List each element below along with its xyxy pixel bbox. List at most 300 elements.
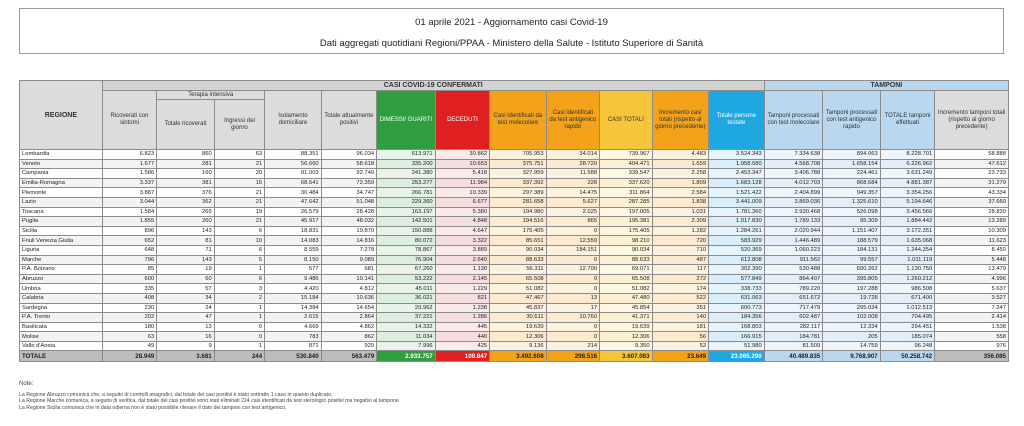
table-row	[20, 274, 1009, 284]
casi-totali-cell: 175.405	[600, 226, 652, 236]
report-header	[19, 8, 1004, 54]
header-isolamento: Isolamento domiciliare	[265, 91, 322, 150]
ricoverati-cell: 202	[102, 313, 156, 323]
tamponi-totale-cell: 704.495	[880, 313, 934, 323]
deceduti-cell: 3.889	[435, 245, 489, 255]
header-ricoverati: Ricoverati con sintomi	[102, 91, 156, 150]
region-cell: Piemonte	[20, 188, 103, 198]
incremento-casi-cell: 1.282	[652, 226, 709, 236]
table-row	[20, 245, 1009, 255]
isolamento-cell: 577	[265, 265, 322, 275]
casi-antigenico-cell: 5.627	[546, 197, 599, 207]
total-ricoverati-cell: 28.949	[102, 351, 156, 362]
table-row	[20, 197, 1009, 207]
casi-molecolare-cell: 281.658	[490, 197, 547, 207]
casi-molecolare-cell: 175.405	[490, 226, 547, 236]
casi-totali-cell: 197.005	[600, 207, 652, 217]
incremento-casi-cell: 56	[652, 332, 709, 342]
ti-ingressi-cell: 5	[214, 255, 264, 265]
incremento-tamponi-cell: 13.479	[935, 265, 1009, 275]
header-ti-totale: Totale ricoverati	[157, 100, 215, 150]
ricoverati-cell: 648	[102, 245, 156, 255]
incremento-casi-cell: 1.031	[652, 207, 709, 217]
casi-antigenico-cell: 0	[546, 284, 599, 294]
totale-positivi-cell: 96.034	[321, 150, 376, 160]
note-line: La Regione Marche comunica, a seguito di verifica, dal totale dei casi positivi sono stati eliminati 224 casi identificati da test sierologici positivi ma negativi al tampone.	[19, 398, 401, 404]
deceduti-cell: 11.984	[435, 178, 489, 188]
tamponi-molecolare-cell: 81.509	[764, 341, 823, 351]
deceduti-cell: 4.848	[435, 217, 489, 227]
tamponi-antigenico-cell: 197.288	[823, 284, 881, 294]
dimessi-cell: 150.888	[377, 226, 436, 236]
incremento-casi-cell: 522	[652, 293, 709, 303]
region-cell: Valle d'Aosta	[20, 341, 103, 351]
incremento-casi-cell: 2.584	[652, 188, 709, 198]
total-tamponi-totale-cell: 50.258.742	[880, 351, 934, 362]
tamponi-totale-cell: 1.011.119	[880, 255, 934, 265]
incremento-tamponi-cell: 976	[935, 341, 1009, 351]
deceduti-cell: 2.640	[435, 255, 489, 265]
incremento-tamponi-cell: 8.450	[935, 245, 1009, 255]
incremento-tamponi-cell: 4.996	[935, 274, 1009, 284]
incremento-casi-cell: 117	[652, 265, 709, 275]
total-ti-totale-cell: 3.681	[157, 351, 215, 362]
ti-totale-cell: 381	[157, 178, 215, 188]
casi-totali-cell: 47.480	[600, 293, 652, 303]
casi-molecolare-cell: 85.651	[490, 236, 547, 246]
casi-totali-cell: 195.381	[600, 217, 652, 227]
tamponi-antigenico-cell: 949.357	[823, 188, 881, 198]
ti-totale-cell: 24	[157, 303, 215, 313]
tamponi-totale-cell: 1.260.212	[880, 274, 934, 284]
table-row	[20, 188, 1009, 198]
tamponi-antigenico-cell: 19.728	[823, 293, 881, 303]
notes-section	[19, 381, 719, 411]
casi-antigenico-cell: 214	[546, 341, 599, 351]
casi-antigenico-cell: 34.014	[546, 150, 599, 160]
incremento-casi-cell: 2.258	[652, 169, 709, 179]
ricoverati-cell: 180	[102, 322, 156, 332]
ti-ingressi-cell: 21	[214, 188, 264, 198]
totale-positivi-cell: 681	[321, 265, 376, 275]
notes-title: Note:	[19, 381, 34, 387]
casi-totali-cell: 69.071	[600, 265, 652, 275]
casi-molecolare-cell: 194.980	[490, 207, 547, 217]
tamponi-molecolare-cell: 2.020.944	[764, 226, 823, 236]
incremento-tamponi-cell: 43.334	[935, 188, 1009, 198]
total-totale-positivi-cell: 563.479	[321, 351, 376, 362]
table-row	[20, 255, 1009, 265]
totale-positivi-cell: 19.870	[321, 226, 376, 236]
region-cell: Molise	[20, 332, 103, 342]
ricoverati-cell: 85	[102, 265, 156, 275]
isolamento-cell: 14.384	[265, 303, 322, 313]
incremento-casi-cell: 272	[652, 274, 709, 284]
incremento-casi-cell: 1.838	[652, 197, 709, 207]
ricoverati-cell: 335	[102, 284, 156, 294]
incremento-casi-cell: 720	[652, 236, 709, 246]
tamponi-totale-cell: 5.194.646	[880, 197, 934, 207]
incremento-casi-cell: 710	[652, 245, 709, 255]
ricoverati-cell: 3.887	[102, 188, 156, 198]
incremento-casi-cell: 351	[652, 303, 709, 313]
casi-antigenico-cell: 12.700	[546, 265, 599, 275]
casi-antigenico-cell: 13	[546, 293, 599, 303]
header-casi-antigenico: Casi identificati da test antigenico rapido	[546, 91, 599, 150]
dimessi-cell: 11.034	[377, 332, 436, 342]
isolamento-cell: 18.831	[265, 226, 322, 236]
ricoverati-cell: 3.337	[102, 178, 156, 188]
tamponi-totale-cell: 6.226.962	[880, 159, 934, 169]
casi-antigenico-cell: 0	[546, 274, 599, 284]
totale-positivi-cell: 929	[321, 341, 376, 351]
dimessi-cell: 142.501	[377, 217, 436, 227]
dimessi-cell: 613.971	[377, 150, 436, 160]
tamponi-antigenico-cell: 184.131	[823, 245, 881, 255]
totale-positivi-cell: 34.747	[321, 188, 376, 198]
note-line: La Regione Abruzzo comunica che, a seguito di controlli anagrafici, dal totale dei casi positivi è stato sottratto 1 caso in quanto duplicato.	[19, 391, 333, 398]
casi-molecolare-cell: 337.392	[490, 178, 547, 188]
casi-molecolare-cell: 65.508	[490, 274, 547, 284]
ti-totale-cell: 281	[157, 159, 215, 169]
isolamento-cell: 30.484	[265, 188, 322, 198]
isolamento-cell: 783	[265, 332, 322, 342]
deceduti-cell: 30.862	[435, 150, 489, 160]
casi-antigenico-cell: 228	[546, 178, 599, 188]
totale-positivi-cell: 92.749	[321, 169, 376, 179]
ti-totale-cell: 71	[157, 245, 215, 255]
group-casi-confermati: CASI COVID-19 CONFERMATI	[102, 81, 764, 91]
isolamento-cell: 9.486	[265, 274, 322, 284]
incremento-tamponi-cell: 1.538	[935, 322, 1009, 332]
region-cell: Campania	[20, 169, 103, 179]
deceduti-cell: 1.286	[435, 313, 489, 323]
casi-totali-cell: 739.967	[600, 150, 652, 160]
deceduti-cell: 5.380	[435, 207, 489, 217]
region-cell: Friuli Venezia Giulia	[20, 236, 103, 246]
tamponi-totale-cell: 1.244.354	[880, 245, 934, 255]
casi-totali-cell: 41.371	[600, 313, 652, 323]
isolamento-cell: 45.917	[265, 217, 322, 227]
incremento-tamponi-cell: 5.448	[935, 255, 1009, 265]
dimessi-cell: 335.200	[377, 159, 436, 169]
casi-totali-cell: 337.620	[600, 178, 652, 188]
dimessi-cell: 163.197	[377, 207, 436, 217]
casi-totali-cell: 9.350	[600, 341, 652, 351]
incremento-casi-cell: 181	[652, 322, 709, 332]
subgroup-terapia-intensiva: Terapia intensiva	[157, 91, 265, 100]
deceduti-cell: 5.418	[435, 169, 489, 179]
casi-molecolare-cell: 705.953	[490, 150, 547, 160]
ti-totale-cell: 362	[157, 197, 215, 207]
incremento-tamponi-cell: 7.247	[935, 303, 1009, 313]
isolamento-cell: 2.615	[265, 313, 322, 323]
tamponi-antigenico-cell: 95.309	[823, 217, 881, 227]
total-deceduti-cell: 109.847	[435, 351, 489, 362]
tamponi-antigenico-cell: 395.805	[823, 274, 881, 284]
ti-ingressi-cell: 1	[214, 341, 264, 351]
ti-totale-cell: 19	[157, 265, 215, 275]
tamponi-totale-cell: 3.631.249	[880, 169, 934, 179]
header-deceduti: DECEDUTI	[435, 91, 489, 150]
report-source: Dati aggregati quotidiani Regioni/PPAA - Ministero della Salute - Istituto Superiore di Sanità	[319, 38, 704, 49]
region-cell: P.A. Bolzano	[20, 265, 103, 275]
region-cell: Basilicata	[20, 322, 103, 332]
isolamento-cell: 56.660	[265, 159, 322, 169]
ti-totale-cell: 81	[157, 236, 215, 246]
incremento-tamponi-cell: 58.888	[935, 150, 1009, 160]
totale-positivi-cell: 58.618	[321, 159, 376, 169]
persone-testate-cell: 2.453.347	[709, 169, 765, 179]
tamponi-totale-cell: 3.354.256	[880, 188, 934, 198]
dimessi-cell: 78.867	[377, 245, 436, 255]
note-line: La Regione Sicilia comunica che in data odierna non è stato possibile rilevare il dato dei tamponi con test antigenico.	[19, 404, 287, 411]
casi-antigenico-cell: 14.475	[546, 188, 599, 198]
casi-molecolare-cell: 51.082	[490, 284, 547, 294]
ti-ingressi-cell: 21	[214, 197, 264, 207]
tamponi-totale-cell: 3.172.351	[880, 226, 934, 236]
deceduti-cell: 10.653	[435, 159, 489, 169]
casi-totali-cell: 404.471	[600, 159, 652, 169]
ti-totale-cell: 376	[157, 188, 215, 198]
incremento-tamponi-cell: 28.830	[935, 207, 1009, 217]
isolamento-cell: 8.150	[265, 255, 322, 265]
table-row	[20, 313, 1009, 323]
casi-antigenico-cell: 865	[546, 217, 599, 227]
deceduti-cell: 4.647	[435, 226, 489, 236]
header-dimessi: DIMESSI/ GUARITI	[377, 91, 436, 150]
total-incremento-casi-cell: 23.649	[652, 351, 709, 362]
table-row	[20, 303, 1009, 313]
incremento-tamponi-cell: 558	[935, 332, 1009, 342]
dimessi-cell: 266.781	[377, 188, 436, 198]
table-row	[20, 169, 1009, 179]
totale-positivi-cell: 10.636	[321, 293, 376, 303]
casi-molecolare-cell: 375.751	[490, 159, 547, 169]
tamponi-totale-cell: 1.884.442	[880, 217, 934, 227]
total-region-cell: TOTALE	[20, 351, 103, 362]
totale-positivi-cell: 14.654	[321, 303, 376, 313]
region-cell: Emilia-Romagna	[20, 178, 103, 188]
region-cell: Abruzzo	[20, 274, 103, 284]
casi-antigenico-cell: 10.760	[546, 313, 599, 323]
persone-testate-cell: 1.521.422	[709, 188, 765, 198]
ti-totale-cell: 265	[157, 207, 215, 217]
persone-testate-cell: 583.929	[709, 236, 765, 246]
casi-antigenico-cell: 2.025	[546, 207, 599, 217]
casi-totali-cell: 45.854	[600, 303, 652, 313]
tamponi-antigenico-cell: 526.098	[823, 207, 881, 217]
table-row	[20, 341, 1009, 351]
dimessi-cell: 53.222	[377, 274, 436, 284]
casi-totali-cell: 88.633	[600, 255, 652, 265]
persone-testate-cell: 1.683.128	[709, 178, 765, 188]
header-casi-totali: CASI TOTALI	[600, 91, 652, 150]
region-cell: Marche	[20, 255, 103, 265]
isolamento-cell: 8.559	[265, 245, 322, 255]
isolamento-cell: 14.083	[265, 236, 322, 246]
incremento-casi-cell: 4.483	[652, 150, 709, 160]
region-cell: Calabria	[20, 293, 103, 303]
ti-totale-cell: 143	[157, 226, 215, 236]
total-ti-ingressi-cell: 244	[214, 351, 264, 362]
incremento-casi-cell: 487	[652, 255, 709, 265]
ti-totale-cell: 34	[157, 293, 215, 303]
casi-molecolare-cell: 56.311	[490, 265, 547, 275]
incremento-tamponi-cell: 10.309	[935, 226, 1009, 236]
incremento-casi-cell: 52	[652, 341, 709, 351]
table-row	[20, 322, 1009, 332]
tamponi-molecolare-cell: 1.446.489	[764, 236, 823, 246]
tamponi-totale-cell: 1.012.513	[880, 303, 934, 313]
table-row	[20, 178, 1009, 188]
ti-totale-cell: 16	[157, 332, 215, 342]
tamponi-molecolare-cell: 4.568.708	[764, 159, 823, 169]
ricoverati-cell: 49	[102, 341, 156, 351]
casi-molecolare-cell: 88.633	[490, 255, 547, 265]
deceduti-cell: 445	[435, 322, 489, 332]
tamponi-antigenico-cell: 600.262	[823, 265, 881, 275]
incremento-tamponi-cell: 13.280	[935, 217, 1009, 227]
incremento-casi-cell: 174	[652, 284, 709, 294]
dimessi-cell: 229.360	[377, 197, 436, 207]
tamponi-antigenico-cell: 868.684	[823, 178, 881, 188]
tamponi-antigenico-cell: 1.151.407	[823, 226, 881, 236]
totale-positivi-cell: 28.428	[321, 207, 376, 217]
tamponi-totale-cell: 8.228.701	[880, 150, 934, 160]
ti-ingressi-cell: 21	[214, 159, 264, 169]
header-persone-testate: Totale persone testate	[709, 91, 765, 150]
totale-positivi-cell: 2.864	[321, 313, 376, 323]
casi-molecolare-cell: 297.389	[490, 188, 547, 198]
dimessi-cell: 253.277	[377, 178, 436, 188]
ricoverati-cell: 408	[102, 293, 156, 303]
header-tamponi-molecolare: Tamponi processati con test molecolare	[764, 91, 823, 150]
isolamento-cell: 68.641	[265, 178, 322, 188]
incremento-casi-cell: 140	[652, 313, 709, 323]
tamponi-molecolare-cell: 602.487	[764, 313, 823, 323]
table-row	[20, 226, 1009, 236]
deceduti-cell: 821	[435, 293, 489, 303]
group-tamponi: TAMPONI	[764, 81, 1008, 91]
tamponi-antigenico-cell: 14.759	[823, 341, 881, 351]
incremento-casi-cell: 1.659	[652, 159, 709, 169]
casi-antigenico-cell: 11.588	[546, 169, 599, 179]
region-cell: Umbria	[20, 284, 103, 294]
casi-totali-cell: 51.082	[600, 284, 652, 294]
totale-positivi-cell: 10.141	[321, 274, 376, 284]
casi-molecolare-cell: 90.034	[490, 245, 547, 255]
dimessi-cell: 67.260	[377, 265, 436, 275]
casi-antigenico-cell: 0	[546, 332, 599, 342]
deceduti-cell: 3.322	[435, 236, 489, 246]
header-casi-molecolare: Casi identificati da test molecolare	[490, 91, 547, 150]
tamponi-antigenico-cell: 188.579	[823, 236, 881, 246]
totale-positivi-cell: 4.812	[321, 284, 376, 294]
totale-positivi-cell: 51.048	[321, 197, 376, 207]
dimessi-cell: 36.021	[377, 293, 436, 303]
ti-ingressi-cell: 16	[214, 178, 264, 188]
casi-antigenico-cell: 17	[546, 303, 599, 313]
ti-ingressi-cell: 63	[214, 150, 264, 160]
table-row	[20, 150, 1009, 160]
deceduti-cell: 10.339	[435, 188, 489, 198]
tamponi-molecolare-cell: 717.479	[764, 303, 823, 313]
incremento-tamponi-cell: 37.660	[935, 197, 1009, 207]
deceduti-cell: 1.238	[435, 303, 489, 313]
tamponi-molecolare-cell: 3.406.788	[764, 169, 823, 179]
tamponi-molecolare-cell: 789.220	[764, 284, 823, 294]
table-row	[20, 207, 1009, 217]
deceduti-cell: 2.145	[435, 274, 489, 284]
incremento-casi-cell: 1.809	[652, 178, 709, 188]
casi-molecolare-cell: 19.639	[490, 322, 547, 332]
region-cell: Lazio	[20, 197, 103, 207]
tamponi-antigenico-cell: 295.034	[823, 303, 881, 313]
casi-totali-cell: 311.864	[600, 188, 652, 198]
region-cell: Liguria	[20, 245, 103, 255]
casi-molecolare-cell: 12.306	[490, 332, 547, 342]
report-date-title: 01 aprile 2021 - Aggiornamento casi Covid-19	[415, 17, 608, 28]
tamponi-molecolare-cell: 2.930.468	[764, 207, 823, 217]
casi-antigenico-cell: 28.720	[546, 159, 599, 169]
ricoverati-cell: 3.044	[102, 197, 156, 207]
incremento-tamponi-cell: 23.733	[935, 169, 1009, 179]
isolamento-cell: 26.579	[265, 207, 322, 217]
ti-ingressi-cell: 21	[214, 217, 264, 227]
tamponi-antigenico-cell: 102.008	[823, 313, 881, 323]
ricoverati-cell: 1.855	[102, 217, 156, 227]
persone-testate-cell: 3.524.343	[709, 150, 765, 160]
casi-molecolare-cell: 327.959	[490, 169, 547, 179]
tamponi-molecolare-cell: 282.117	[764, 322, 823, 332]
table-row	[20, 284, 1009, 294]
total-casi-antigenico-cell: 298.516	[546, 351, 599, 362]
persone-testate-cell: 577.849	[709, 274, 765, 284]
ricoverati-cell: 230	[102, 303, 156, 313]
ti-ingressi-cell: 6	[214, 274, 264, 284]
ricoverati-cell: 1.584	[102, 207, 156, 217]
deceduti-cell: 6.677	[435, 197, 489, 207]
ti-ingressi-cell: 1	[214, 265, 264, 275]
ti-totale-cell: 260	[157, 217, 215, 227]
dimessi-cell: 29.962	[377, 303, 436, 313]
total-isolamento-cell: 530.840	[265, 351, 322, 362]
ti-ingressi-cell: 20	[214, 169, 264, 179]
header-incremento-casi: Incremento casi totali (rispetto al giorno precedente)	[652, 91, 709, 150]
deceduti-cell: 440	[435, 332, 489, 342]
persone-testate-cell: 1.284.261	[709, 226, 765, 236]
header-incremento-tamponi: Incremento tamponi totali (rispetto al giorno precedente)	[935, 91, 1009, 150]
tamponi-totale-cell: 1.635.068	[880, 236, 934, 246]
tamponi-molecolare-cell: 1.789.133	[764, 217, 823, 227]
tamponi-antigenico-cell: 224.461	[823, 169, 881, 179]
totale-positivi-cell: 9.089	[321, 255, 376, 265]
ti-ingressi-cell: 6	[214, 226, 264, 236]
ti-ingressi-cell: 1	[214, 303, 264, 313]
casi-antigenico-cell: 0	[546, 226, 599, 236]
total-casi-totali-cell: 3.607.083	[600, 351, 652, 362]
tamponi-molecolare-cell: 2.404.899	[764, 188, 823, 198]
totale-positivi-cell: 7.278	[321, 245, 376, 255]
isolamento-cell: 871	[265, 341, 322, 351]
isolamento-cell: 4.669	[265, 322, 322, 332]
ti-ingressi-cell: 1	[214, 313, 264, 323]
total-dimessi-cell: 2.933.757	[377, 351, 436, 362]
persone-testate-cell: 51.980	[709, 341, 765, 351]
tamponi-molecolare-cell: 3.869.036	[764, 197, 823, 207]
ti-ingressi-cell: 2	[214, 293, 264, 303]
